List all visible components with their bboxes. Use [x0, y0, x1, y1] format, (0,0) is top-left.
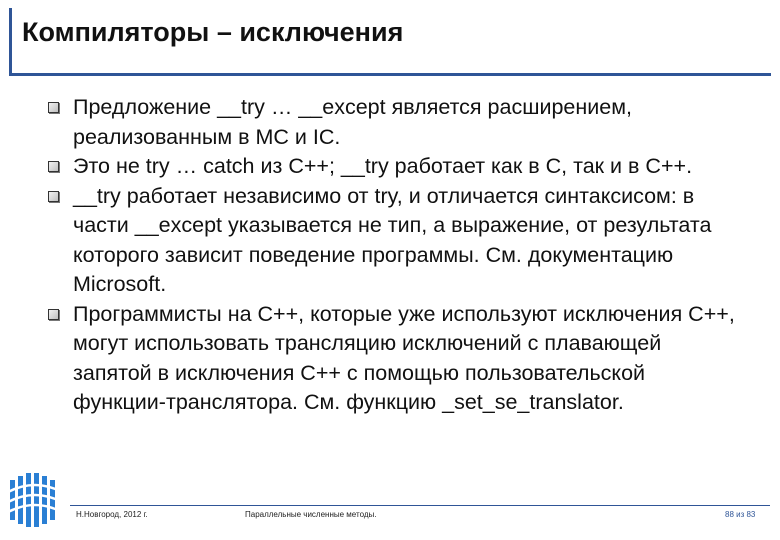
page-number: 88 из 83: [725, 510, 756, 519]
bullet-item: [48, 300, 738, 418]
bullet-text: __try работает независимо от try, и отличается синтаксисом: в части __except указывается не тип, а выражение, от результата которого зависит поведение программы. См. документацию Microsoft.: [73, 183, 712, 296]
square-bullet-icon: [48, 102, 59, 113]
square-bullet-icon: [48, 191, 59, 202]
university-logo-icon: [6, 470, 64, 530]
bullet-item: [48, 93, 738, 152]
slide-title: Компиляторы – исключения: [22, 17, 404, 47]
square-bullet-icon: [48, 309, 59, 320]
footer-location-date: Н.Новгород, 2012 г.: [76, 510, 148, 519]
bullet-list: [48, 93, 738, 418]
square-bullet-icon: [48, 161, 59, 172]
bullet-item: [48, 152, 738, 182]
bullet-text: Программисты на C++, которые уже используют исключения C++, могут использовать трансляцию исключений с плавающей запятой в исключения C++ с помощью пользовательской функции-транслятора. См. функцию _set_se_translator.: [73, 301, 735, 414]
bullet-text: Это не try … catch из C++; __try работает как в C, так и в C++.: [73, 154, 693, 178]
footer-course-title: Параллельные численные методы.: [245, 510, 377, 519]
footer-divider: [70, 505, 770, 506]
bullet-item: [48, 182, 738, 300]
bullet-text: Предложение __try … __except является расширением, реализованным в MC и IC.: [73, 95, 632, 149]
